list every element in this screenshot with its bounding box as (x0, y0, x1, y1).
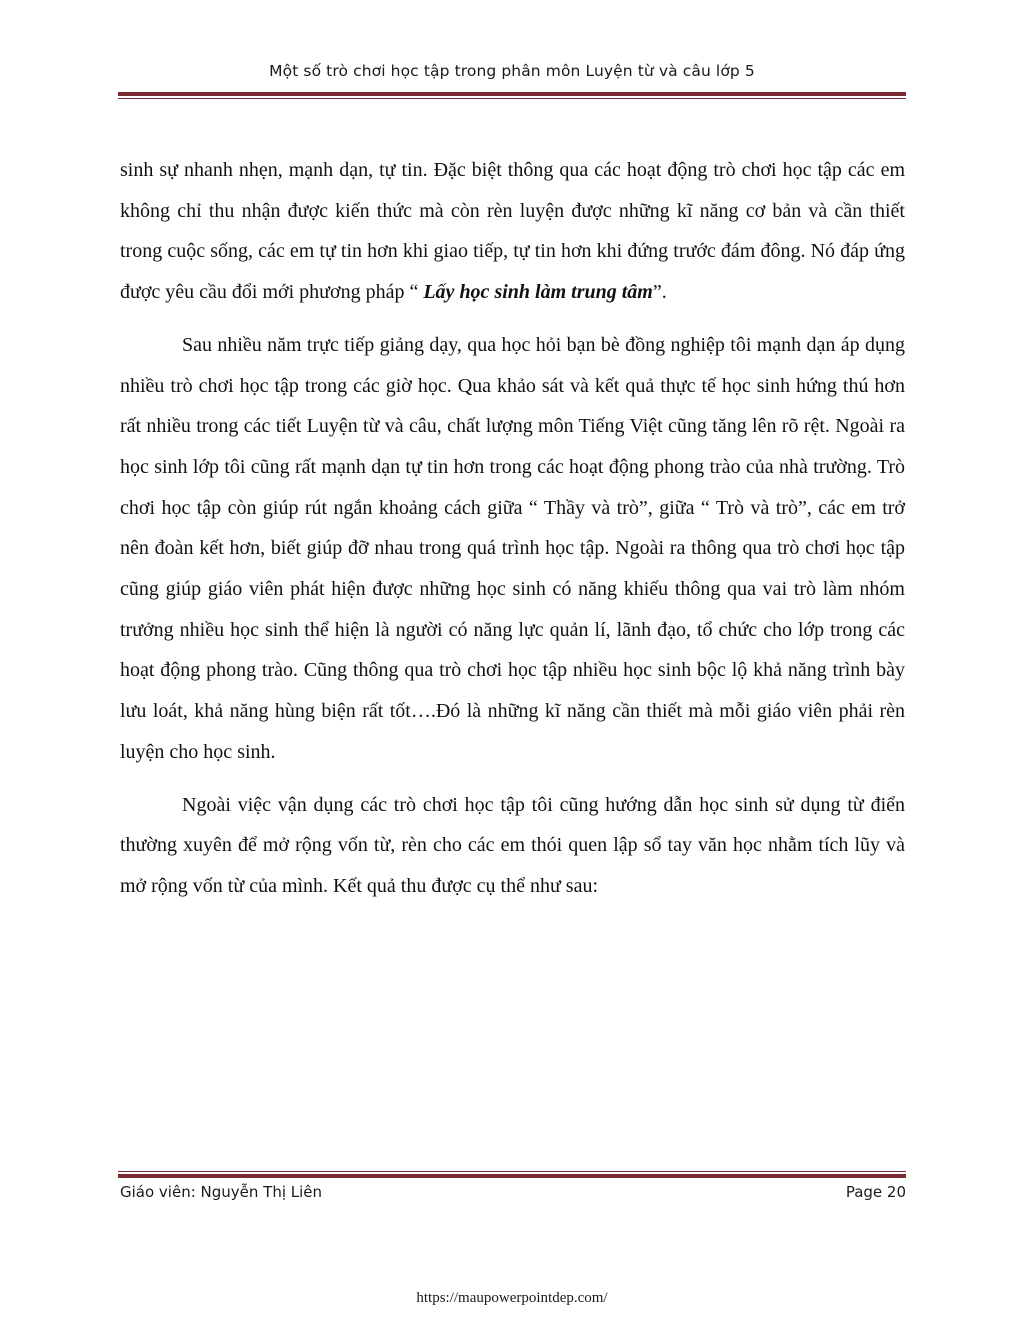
paragraph-1 (120, 150, 905, 313)
page-header-title: Một số trò chơi học tập trong phân môn Luyện từ và câu lớp 5 (269, 62, 755, 80)
header-rule-thick (118, 92, 906, 96)
paragraph-3: Ngoài việc vận dụng các trò chơi học tập tôi cũng hướng dẫn học sinh sử dụng từ điển thường xuyên để mở rộng vốn từ, rèn cho các em thói quen lập sổ tay văn học nhằm tích lũy và mở rộng vốn từ của mình. Kết quả thu được cụ thể như sau: (120, 793, 905, 897)
paragraph-1-emphasis: Lấy học sinh làm trung tâm (423, 281, 653, 304)
paragraph-1-text: sinh sự nhanh nhẹn, mạnh dạn, tự tin. Đặc biệt thông qua các hoạt động trò chơi học tập các em không chỉ thu nhận được kiến thức mà còn rèn luyện được những kĩ năng cơ bản và cần thiết trong cuộc sống, các em tự tin hơn khi giao tiếp, tự tin hơn khi đứng trước đám đông. Nó đáp ứng được yêu cầu đổi mới phương pháp “ (120, 159, 905, 304)
footer-rule-thick (118, 1174, 906, 1178)
header-rule-thin (118, 98, 906, 99)
paragraph-1-end: ”. (652, 281, 667, 304)
footer-author: Giáo viên: Nguyễn Thị Liên (120, 1183, 323, 1201)
footer-page-number: Page 20 (845, 1183, 906, 1201)
footer-rule-thin (118, 1171, 906, 1172)
paragraph-2: Sau nhiều năm trực tiếp giảng dạy, qua học hỏi bạn bè đồng nghiệp tôi mạnh dạn áp dụng nhiều trò chơi học tập trong các giờ học. Qua khảo sát và kết quả thực tế học sinh hứng thú hơn rất nhiều trong các tiết Luyện từ và câu, chất lượng môn Tiếng Việt cũng tăng lên rõ rệt. Ngoài ra học sinh lớp tôi cũng rất mạnh dạn tự tin hơn trong các hoạt động phong trào của nhà trường. Trò chơi học tập còn giúp rút ngắn khoảng cách giữa “ Thầy và trò”, giữa “ Trò và trò”, các em trở nên đoàn kết hơn, biết giúp đỡ nhau trong quá trình học tập. Ngoài ra thông qua trò chơi học tập cũng giúp giáo viên phát hiện được những học sinh có năng khiếu thông qua vai trò làm nhóm trưởng nhiều học sinh thể hiện là người có năng lực quản lí, lãnh đạo, tổ chức cho lớp trong các hoạt động phong trào. Cũng thông qua trò chơi học tập nhiều học sinh bộc lộ khả năng trình bày lưu loát, khả năng hùng biện rất tốt….Đó là những kĩ năng cần thiết mà mỗi giáo viên phải rèn luyện cho học sinh. (120, 333, 905, 763)
source-url-link[interactable]: https://maupowerpointdep.com/ (416, 1290, 608, 1306)
document-body (120, 150, 905, 907)
